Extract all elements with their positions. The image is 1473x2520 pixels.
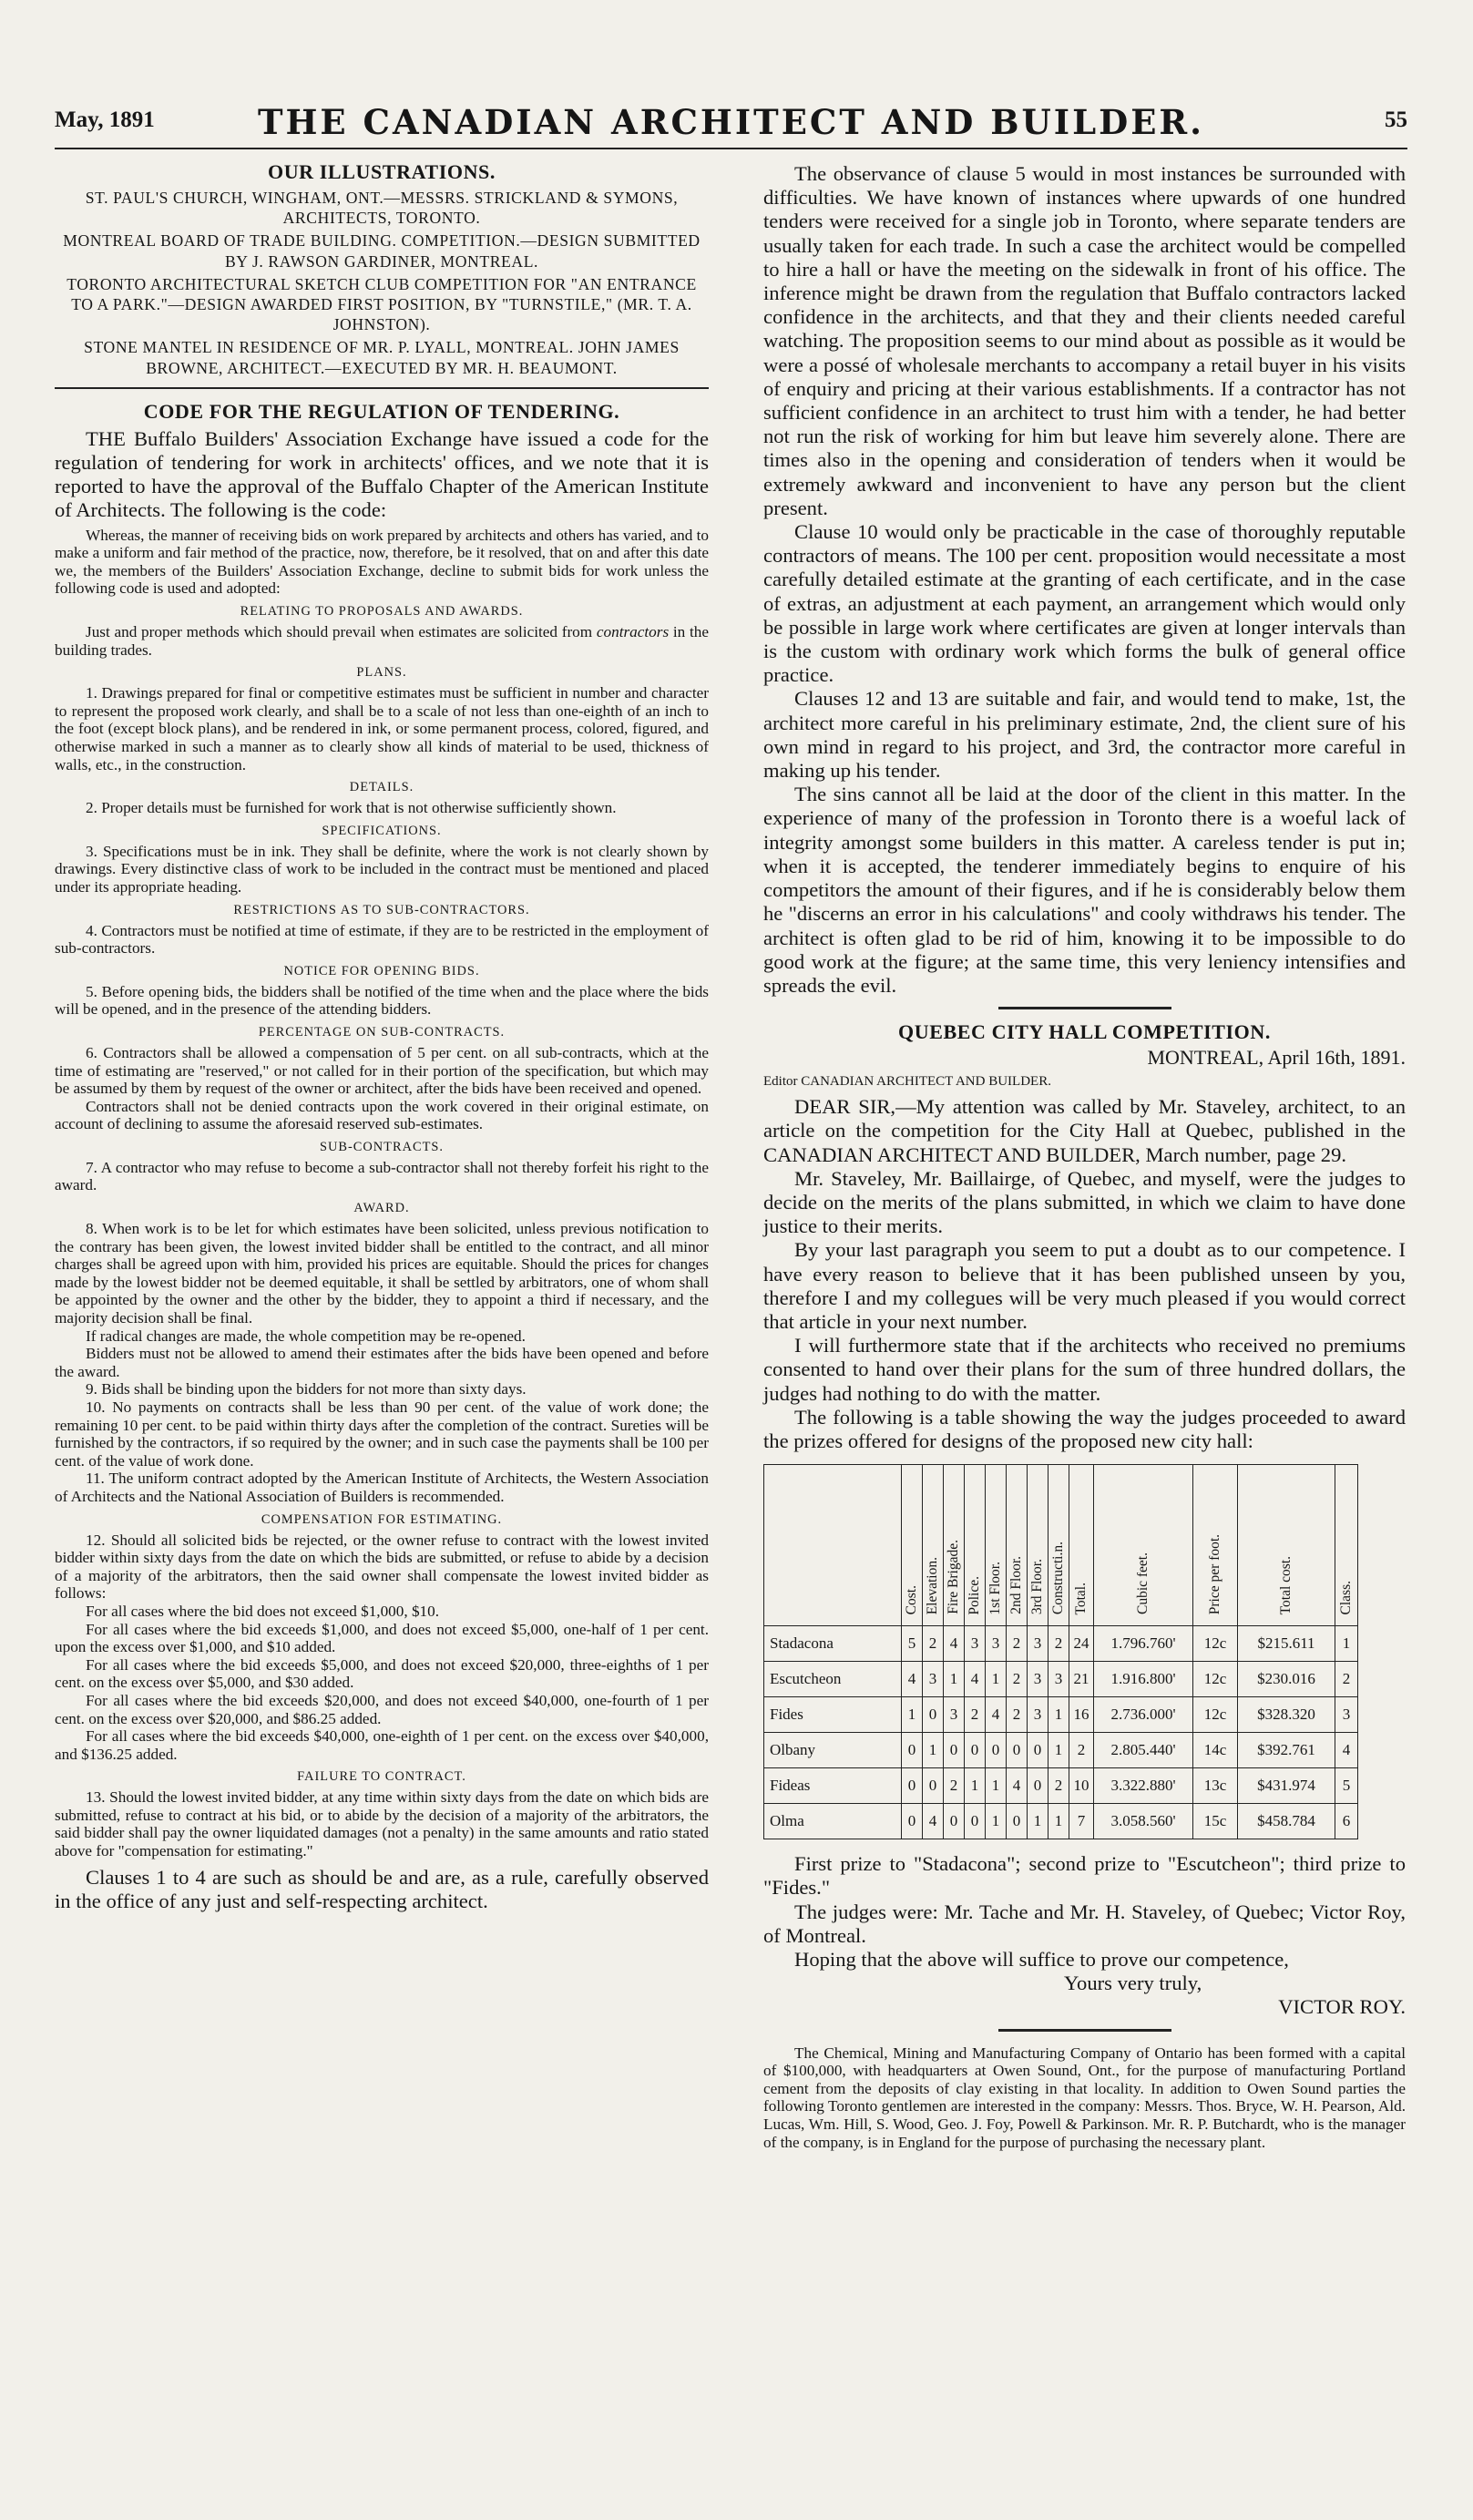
table-cell: 5 bbox=[1335, 1768, 1358, 1804]
illustrations-heading: OUR ILLUSTRATIONS. bbox=[267, 160, 496, 183]
column-header: Total cost. bbox=[1238, 1465, 1335, 1626]
table-cell: 2.736.000' bbox=[1094, 1697, 1193, 1733]
clause-subcontracts: 7. A contractor who may refuse to become a sub-contractor shall not thereby forfeit his right to the award. bbox=[55, 1158, 709, 1194]
table-cell: 0 bbox=[965, 1733, 986, 1768]
table-cell: 3.058.560' bbox=[1094, 1804, 1193, 1839]
clause-award-cont: Bidders must not be allowed to amend their estimates after the bids have been opened and before the award. bbox=[55, 1345, 709, 1380]
column-header: 1st Floor. bbox=[986, 1465, 1007, 1626]
column-header: Total. bbox=[1069, 1465, 1094, 1626]
table-cell: 1.916.800' bbox=[1094, 1662, 1193, 1697]
table-cell: 3 bbox=[1335, 1697, 1358, 1733]
table-cell: 1 bbox=[1335, 1626, 1358, 1662]
commentary-paragraph: Clause 10 would only be practicable in the case of thoroughly reputable contractors of means. The 100 per cent. proposition would necessitate a most carefully detailed estimate at the granting of each certificate, and in the case of extras, an adjustment at each payment, an arrangement which would only be possible in large work where certificates are given at longer intervals than is the custom with ordinary work which forms the bulk of general office practice. bbox=[763, 520, 1406, 687]
table-cell: 2 bbox=[1007, 1662, 1028, 1697]
table-cell: 12c bbox=[1193, 1662, 1238, 1697]
table-cell: 4 bbox=[944, 1626, 965, 1662]
table-row bbox=[764, 1697, 1358, 1733]
table-cell: 1 bbox=[923, 1733, 944, 1768]
table-cell: $215.611 bbox=[1238, 1626, 1335, 1662]
table-cell: 2 bbox=[1069, 1733, 1094, 1768]
table-cell: 3 bbox=[986, 1626, 1007, 1662]
table-cell: $431.974 bbox=[1238, 1768, 1335, 1804]
entry-name: Fides bbox=[764, 1697, 902, 1733]
table-cell: 5 bbox=[902, 1626, 923, 1662]
corner-cell bbox=[764, 1465, 902, 1626]
table-cell: 12c bbox=[1193, 1626, 1238, 1662]
clause-compensation-cont: For all cases where the bid exceeds $1,000, and does not exceed $5,000, one-half of 1 per cent. upon the excess over $1,000, and $10 added. bbox=[55, 1620, 709, 1656]
clause-restrictions: 4. Contractors must be notified at time of estimate, if they are to be restricted in the employment of sub-contractors. bbox=[55, 921, 709, 958]
table-cell: 3 bbox=[1028, 1662, 1048, 1697]
illustration-item: STONE MANTEL IN RESIDENCE OF MR. P. LYALL, MONTREAL. JOHN JAMES BROWNE, ARCHITECT.—EXECUTED BY MR. H. BEAUMONT. bbox=[84, 338, 680, 377]
quebec-heading: QUEBEC CITY HALL COMPETITION. bbox=[898, 1020, 1271, 1044]
clause-notice: 5. Before opening bids, the bidders shall be notified of the time when and the place where the bids will be opened, and in the presence of the attending bidders. bbox=[55, 982, 709, 1019]
table-cell: 2 bbox=[1007, 1697, 1028, 1733]
commentary-paragraph: The sins cannot all be laid at the door of the client in this matter. In the experience of many of the profession in Toronto there is a woeful lack of integrity amongst some builders in this matter. A careless tender is put in; when it is accepted, the tenderer immediately begins to enquire of his competitors the amount of their figures, and if he is considerably below them he "discerns an error in his calculations" and cooly withdraws his tender. The architect is often glad to be rid of him, knowing it to be impossible to do good work at the figure; at the same time, this very leniency intensifies and spreads the evil. bbox=[763, 783, 1406, 997]
clause-award-cont: If radical changes are made, the whole competition may be re-opened. bbox=[86, 1327, 526, 1345]
clause-failure: 13. Should the lowest invited bidder, at any time within sixty days from the date on which bids are submitted, refuse to contract at his bid, or to abide by the decision of a majority of the arbitrators, the said bidder shall pay the owner liquidated damages (not a penalty) in the same amounts and ratio stated above for "compensation for estimating." bbox=[55, 1788, 709, 1860]
table-cell: 12c bbox=[1193, 1697, 1238, 1733]
subhead-plans: PLANS. bbox=[356, 665, 407, 681]
letter-paragraph: By your last paragraph you seem to put a doubt as to our competence. I have every reason to believe that it has been published unseen by you, therefore I and my collegues will be very much pleased if you would correct that article in your next number. bbox=[763, 1238, 1406, 1333]
table-cell: 2 bbox=[944, 1768, 965, 1804]
table-cell: 0 bbox=[944, 1733, 965, 1768]
column-header: 3rd Floor. bbox=[1028, 1465, 1048, 1626]
clause-compensation-cont: For all cases where the bid does not exceed $1,000, $10. bbox=[86, 1602, 440, 1620]
code-preamble: Whereas, the manner of receiving bids on work prepared by architects and others has varied, and to make a uniform and fair method of the practice, now, therefore, be it resolved, that on and after this date we, the members of the Builders' Association Exchange, decline to submit bids for work unless the following code is used and adopted: bbox=[55, 526, 709, 598]
clause-compensation-cont: For all cases where the bid exceeds $40,000, one-eighth of 1 per cent. on the excess over $40,000, and $136.25 added. bbox=[55, 1727, 709, 1763]
table-cell: 0 bbox=[944, 1804, 965, 1839]
table-cell: 0 bbox=[902, 1768, 923, 1804]
table-cell: 1 bbox=[986, 1768, 1007, 1804]
table-cell: 0 bbox=[1028, 1768, 1048, 1804]
table-cell: 4 bbox=[965, 1662, 986, 1697]
table-cell: $230.016 bbox=[1238, 1662, 1335, 1697]
subhead-details: DETAILS. bbox=[349, 780, 414, 795]
clause-percentage-cont: Contractors shall not be denied contracts upon the work covered in their original estimate, on account of declining to assume the aforesaid reserved sub-estimates. bbox=[55, 1097, 709, 1133]
column-header: Elevation. bbox=[923, 1465, 944, 1626]
table-cell: 15c bbox=[1193, 1804, 1238, 1839]
table-cell: 0 bbox=[1028, 1733, 1048, 1768]
table-cell: 4 bbox=[923, 1804, 944, 1839]
table-cell: 1 bbox=[1048, 1804, 1069, 1839]
table-cell: 24 bbox=[1069, 1626, 1094, 1662]
section-divider bbox=[998, 1007, 1171, 1009]
column-header: Class. bbox=[1335, 1465, 1358, 1626]
table-cell: 10 bbox=[1069, 1768, 1094, 1804]
letter-addressee: Editor CANADIAN ARCHITECT AND BUILDER. bbox=[763, 1074, 1051, 1090]
table-cell: 1 bbox=[902, 1697, 923, 1733]
commentary-paragraph: Clauses 12 and 13 are suitable and fair, and would tend to make, 1st, the architect more careful in his preliminary estimate, 2nd, the client sure of his own mind in regard to his project, and 3rd, the contractor more careful in making up his tender. bbox=[763, 687, 1406, 783]
subhead-compensation: COMPENSATION FOR ESTIMATING. bbox=[261, 1511, 503, 1527]
table-row bbox=[764, 1662, 1358, 1697]
table-cell: 4 bbox=[902, 1662, 923, 1697]
table-cell: 13c bbox=[1193, 1768, 1238, 1804]
table-cell: 0 bbox=[923, 1768, 944, 1804]
table-cell: $392.761 bbox=[1238, 1733, 1335, 1768]
clause-award-cont: 11. The uniform contract adopted by the American Institute of Architects, the Western Association of Architects and the National Association of Builders is recommended. bbox=[55, 1470, 709, 1505]
clause-details: 2. Proper details must be furnished for work that is not otherwise sufficiently shown. bbox=[86, 799, 617, 817]
commentary-paragraph: The observance of clause 5 would in most instances be surrounded with difficulties. We have known of instances where upwards of one hundred tenders were received for a single job in Toronto, where separate tenders are usually taken for each trade. In such a case the architect would be compelled to hire a hall or have the meeting on the sidewalk in front of his office. The inference might be drawn from the regulation that Buffalo contractors lacked confidence in the architects, and that they and their clients needed careful watching. The proposition seems to our mind about as possible as it would be were a possé of wholesale merchants to accompany a retail buyer in his visits of enquiry and pricing at their various establishments. If a contractor has not sufficient confidence in an architect to trust him with a tender, he had better not run the risk of working for him but leave him severely alone. There are times also in the opening and consideration of tenders when it would be extremely awkward and inconvenient to have any person but the client present. bbox=[763, 162, 1406, 519]
column-header: Fire Brigade. bbox=[944, 1465, 965, 1626]
table-cell: 21 bbox=[1069, 1662, 1094, 1697]
page-number: 55 bbox=[1385, 108, 1407, 132]
table-row bbox=[764, 1733, 1358, 1768]
subhead-subcontracts: SUB-CONTRACTS. bbox=[320, 1139, 444, 1154]
table-cell: 2.805.440' bbox=[1094, 1733, 1193, 1768]
table-cell: 2 bbox=[1007, 1626, 1028, 1662]
entry-name: Stadacona bbox=[764, 1626, 902, 1662]
letter-signature: VICTOR ROY. bbox=[1278, 1995, 1406, 2019]
column-header: 2nd Floor. bbox=[1007, 1465, 1028, 1626]
table-cell: 1 bbox=[1028, 1804, 1048, 1839]
subhead-award: AWARD. bbox=[353, 1201, 410, 1216]
entry-name: Olma bbox=[764, 1804, 902, 1839]
table-cell: 1.796.760' bbox=[1094, 1626, 1193, 1662]
letter-paragraph: The judges were: Mr. Tache and Mr. H. Staveley, of Quebec; Victor Roy, of Montreal. bbox=[763, 1900, 1406, 1947]
table-row bbox=[764, 1768, 1358, 1804]
table-cell: 1 bbox=[1048, 1733, 1069, 1768]
illustration-item: ST. PAUL'S CHURCH, WINGHAM, ONT.—MESSRS. STRICKLAND & SYMONS, ARCHITECTS, TORONTO. bbox=[85, 189, 679, 228]
code-closing: Clauses 1 to 4 are such as should be and are, as a rule, carefully observed in the office of any just and self-respecting architect. bbox=[55, 1865, 709, 1912]
company-notice: The Chemical, Mining and Manufacturing Company of Ontario has been formed with a capital of $100,000, with headquarters at Owen Sound, Ont., for the purpose of manufacturing Portland cement from the deposits of clay existing in that locality. In addition to Owen Sound parties the following Toronto gentlemen are interested in the company: Messrs. Thos. Bryce, W. H. Pearson, Ald. Lucas, Wm. Hill, S. Wood, Geo. J. Foy, Powell & Parkinson. Mr. R. P. Butchardt, who is the manager of the company, is in England for the purpose of purchasing the necessary plant. bbox=[763, 2044, 1406, 2151]
clause-award: 8. When work is to be let for which estimates have been solicited, unless previous notification to the contrary has been given, the lowest invited bidder shall be entitled to the contract, and all minor charges shall be agreed upon with him, provided his prices are equitable. Should the prices for changes made by the lowest bidder not be deemed equitable, it shall be settled by arbitrators, one of whom shall be appointed by the owner and the other by the bidder, they to appoint a third if necessary, and the majority decision shall be final. bbox=[55, 1220, 709, 1327]
prize-table bbox=[763, 1464, 1358, 1839]
table-cell: 2 bbox=[1335, 1662, 1358, 1697]
letter-paragraph: I will furthermore state that if the architects who received no premiums consented to hand over their plans for the sum of three hundred dollars, the judges had nothing to do with the matter. bbox=[763, 1334, 1406, 1405]
letter-paragraph: Hoping that the above will suffice to prove our competence, bbox=[794, 1947, 1289, 1971]
table-cell: $458.784 bbox=[1238, 1804, 1335, 1839]
column-header: Police. bbox=[965, 1465, 986, 1626]
column-header: Cost. bbox=[902, 1465, 923, 1626]
clause-compensation-cont: For all cases where the bid exceeds $20,000, and does not exceed $40,000, one-fourth of 1 per cent. on the excess over $20,000, and $86.25 added. bbox=[55, 1691, 709, 1727]
masthead-title: THE CANADIAN ARCHITECT AND BUILDER. bbox=[257, 102, 1205, 142]
table-cell: 2 bbox=[1048, 1768, 1069, 1804]
table-cell: 3 bbox=[1028, 1697, 1048, 1733]
table-cell: 4 bbox=[986, 1697, 1007, 1733]
letter-paragraph: Mr. Staveley, Mr. Baillairge, of Quebec, and myself, were the judges to decide on the merits of the plans submitted, in which we claim to have done justice to their merits. bbox=[763, 1166, 1406, 1238]
clause-plans: 1. Drawings prepared for final or competitive estimates must be sufficient in number and character to represent the proposed work clearly, and shall be to a scale of not less than one-eighth of an inch to the foot (except block plans), and be rendered in ink, or some permanent process, colored, figured, and otherwise marked in such a manner as to clearly show all kinds of material to be used, thickness of walls, etc., in the construction. bbox=[55, 684, 709, 773]
clause-award-cont: 9. Bids shall be binding upon the bidders for not more than sixty days. bbox=[86, 1380, 527, 1398]
table-cell: 14c bbox=[1193, 1733, 1238, 1768]
table-cell: 0 bbox=[965, 1804, 986, 1839]
table-cell: 0 bbox=[902, 1733, 923, 1768]
table-cell: 3 bbox=[923, 1662, 944, 1697]
page-header bbox=[55, 102, 1407, 149]
table-cell: 3.322.880' bbox=[1094, 1768, 1193, 1804]
letter-paragraph: First prize to "Stadacona"; second prize to "Escutcheon"; third prize to "Fides." bbox=[763, 1852, 1406, 1900]
table-cell: 0 bbox=[923, 1697, 944, 1733]
letter-paragraph: DEAR SIR,—My attention was called by Mr. Staveley, architect, to an article on the competition for the City Hall at Quebec, published in the CANADIAN ARCHITECT AND BUILDER, March number, page 29. bbox=[763, 1095, 1406, 1166]
clause-percentage: 6. Contractors shall be allowed a compensation of 5 per cent. on all sub-contracts, which at the time of estimating are "reserved," or not called for in their portion of the specification, but which may be assumed by them by request of the owner or architect, after the bids have been received and opened. bbox=[55, 1043, 709, 1098]
left-column bbox=[55, 162, 709, 1913]
section-divider bbox=[55, 387, 709, 389]
illustration-item: MONTREAL BOARD OF TRADE BUILDING. COMPETITION.—DESIGN SUBMITTED BY J. RAWSON GARDINER, MONTREAL. bbox=[63, 231, 701, 271]
clause-proposals: Just and proper methods which should prevail when estimates are solicited from contractors in the building trades. bbox=[55, 623, 709, 659]
subhead-specifications: SPECIFICATIONS. bbox=[322, 823, 442, 838]
subhead-percentage: PERCENTAGE ON SUB-CONTRACTS. bbox=[258, 1024, 506, 1040]
table-row bbox=[764, 1626, 1358, 1662]
table-cell: 0 bbox=[986, 1733, 1007, 1768]
subhead-restrictions: RESTRICTIONS AS TO SUB-CONTRACTORS. bbox=[233, 902, 530, 917]
table-cell: 0 bbox=[1007, 1804, 1028, 1839]
table-cell: 16 bbox=[1069, 1697, 1094, 1733]
table-cell: 3 bbox=[944, 1697, 965, 1733]
section-divider bbox=[998, 2029, 1171, 2032]
code-intro: THE Buffalo Builders' Association Exchange have issued a code for the regulation of tendering for work in architects' offices, and we note that it is reported to have the approval of the Buffalo Chapter of the American Institute of Architects. The following is the code: bbox=[55, 426, 709, 522]
table-cell: 2 bbox=[965, 1697, 986, 1733]
subhead-notice: NOTICE FOR OPENING BIDS. bbox=[283, 963, 480, 978]
table-cell: 1 bbox=[1048, 1697, 1069, 1733]
clause-compensation: 12. Should all solicited bids be rejected, or the owner refuse to contract with the lowest invited bidder within sixty days from the date on which the bids are submitted, or refuse to abide by a decision of a majority of the arbitrators, then the said owner shall compensate the lowest invited bidder as follows: bbox=[55, 1531, 709, 1603]
table-cell: 4 bbox=[1007, 1768, 1028, 1804]
table-row bbox=[764, 1804, 1358, 1839]
clause-specifications: 3. Specifications must be in ink. They shall be definite, where the work is not clearly shown by drawings. Every distinctive class of work to be included in the contract must be mentioned and placed under its appropriate heading. bbox=[55, 842, 709, 896]
clause-compensation-cont: For all cases where the bid exceeds $5,000, and does not exceed $20,000, three-eighths of 1 per cent. on the excess over $5,000, and $30 added. bbox=[55, 1655, 709, 1692]
entry-name: Olbany bbox=[764, 1733, 902, 1768]
table-cell: 3 bbox=[1028, 1626, 1048, 1662]
table-cell: 0 bbox=[902, 1804, 923, 1839]
table-cell: 7 bbox=[1069, 1804, 1094, 1839]
table-cell: 0 bbox=[1007, 1733, 1028, 1768]
table-cell: 1 bbox=[944, 1662, 965, 1697]
code-heading: CODE FOR THE REGULATION OF TENDERING. bbox=[143, 399, 620, 423]
table-cell: 3 bbox=[1048, 1662, 1069, 1697]
entry-name: Fideas bbox=[764, 1768, 902, 1804]
right-column bbox=[763, 162, 1406, 2151]
letter-closing: Yours very truly, bbox=[1064, 1972, 1202, 1995]
illustration-item: TORONTO ARCHITECTURAL SKETCH CLUB COMPETITION FOR "AN ENTRANCE TO A PARK."—DESIGN AWARDED FIRST POSITION, BY "TURNSTILE," (MR. T. A. JOHNSTON). bbox=[66, 274, 697, 334]
subhead-proposals: RELATING TO PROPOSALS AND AWARDS. bbox=[240, 604, 524, 620]
column-header: Price per foot. bbox=[1193, 1465, 1238, 1626]
subhead-failure: FAILURE TO CONTRACT. bbox=[297, 1769, 466, 1785]
table-cell: 3 bbox=[965, 1626, 986, 1662]
table-cell: 1 bbox=[965, 1768, 986, 1804]
column-header: Cubic feet. bbox=[1094, 1465, 1193, 1626]
entry-name: Escutcheon bbox=[764, 1662, 902, 1697]
table-cell: 2 bbox=[923, 1626, 944, 1662]
column-header: Constructi.n. bbox=[1048, 1465, 1069, 1626]
table-cell: 2 bbox=[1048, 1626, 1069, 1662]
letter-dateline: MONTREAL, April 16th, 1891. bbox=[1147, 1046, 1406, 1070]
table-cell: $328.320 bbox=[1238, 1697, 1335, 1733]
table-cell: 4 bbox=[1335, 1733, 1358, 1768]
letter-paragraph: The following is a table showing the way the judges proceeded to award the prizes offered for designs of the proposed new city hall: bbox=[763, 1405, 1406, 1452]
table-cell: 1 bbox=[986, 1804, 1007, 1839]
table-cell: 6 bbox=[1335, 1804, 1358, 1839]
issue-date: May, 1891 bbox=[55, 108, 155, 132]
clause-award-cont: 10. No payments on contracts shall be less than 90 per cent. of the value of work done; the remaining 10 per cent. to be paid within thirty days after the completion of the contract. Sureties will be furnished by the contractors, if so required by the owner; and in such case the payments shall be 100 per cent. of the value of work done. bbox=[55, 1398, 709, 1470]
prize-table-header bbox=[764, 1465, 1358, 1626]
table-cell: 1 bbox=[986, 1662, 1007, 1697]
